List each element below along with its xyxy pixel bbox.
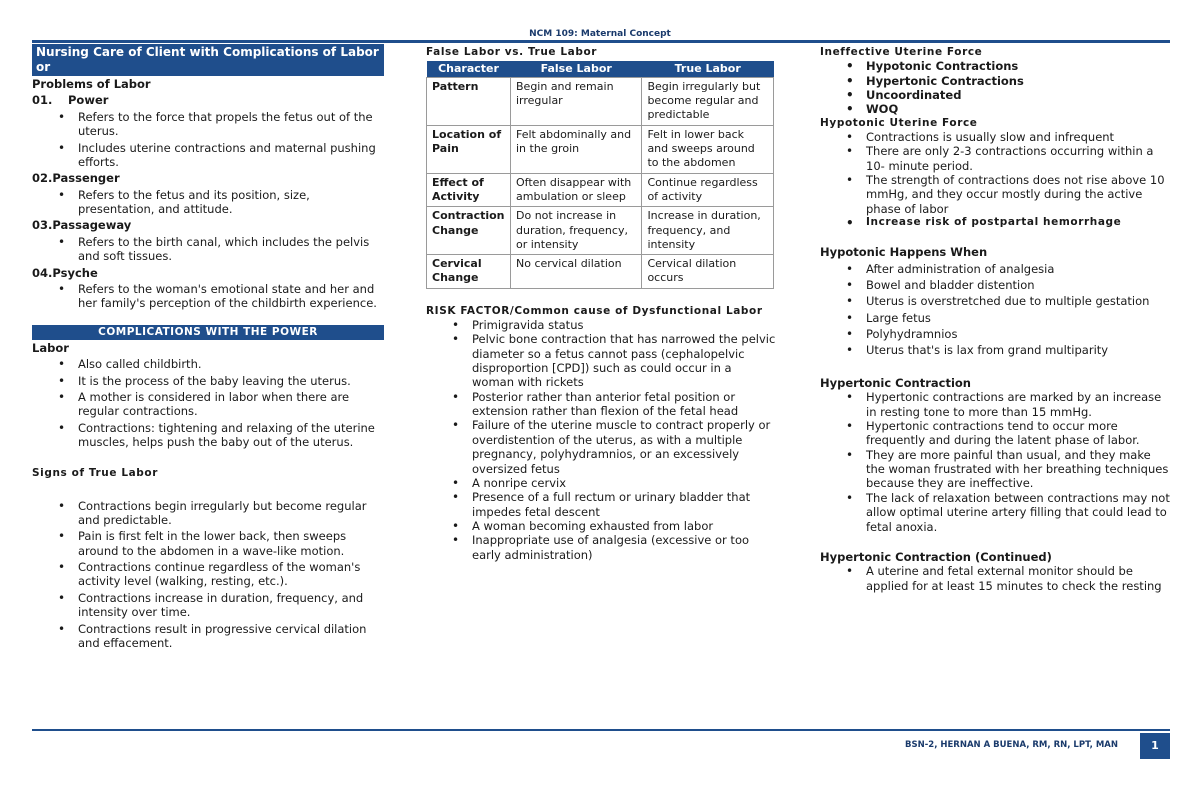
list-item: • Refers to the fetus and its position, size, presentation, and attitude.: [32, 188, 384, 217]
factor-heading: 04.Psyche: [32, 265, 98, 280]
comparison-table: [426, 61, 774, 289]
list-item: • Contractions: tightening and relaxing of the uterine muscles, helps push the baby out of the uterus.: [32, 421, 384, 450]
list-item: • Inappropriate use of analgesia (excessive or too early administration): [426, 533, 776, 562]
section-band-title: Nursing Care of Client with Complications of Labor or: [32, 44, 384, 76]
happens-list: [820, 262, 1170, 358]
list-item: • Large fetus: [820, 311, 1170, 325]
list-item: • A mother is considered in labor when there are regular contractions.: [32, 390, 384, 419]
list-item: • Refers to the birth canal, which includes the pelvis and soft tissues.: [32, 235, 384, 264]
table-cell: Often disappear with ambulation or sleep: [511, 173, 642, 207]
list-item: • They are more painful than usual, and they make the woman frustrated with her breathing techniques because they are ineffective.: [820, 448, 1170, 491]
list-item: • WOQ: [820, 102, 1170, 116]
table-cell: No cervical dilation: [511, 255, 642, 289]
column-header: False Labor: [511, 61, 642, 77]
list-item: • A uterine and fetal external monitor should be applied for at least 15 minutes to check the resting: [820, 564, 1170, 593]
hypotonic-list: [820, 130, 1170, 229]
page-header-title: NCM 109: Maternal Concept: [529, 29, 671, 39]
list-item: • Primigravida status: [426, 318, 776, 332]
table-row: [427, 77, 774, 125]
list-item: • It is the process of the baby leaving the uterus.: [32, 374, 384, 388]
signs-list: [32, 499, 384, 651]
signs-heading: Signs of True Labor: [32, 467, 159, 480]
list-item: • Pelvic bone contraction that has narrowed the pelvic diameter so a fetus cannot pass (cephalopelvic disproportion [CPD]) such as could occur in a woman with rickets: [426, 332, 776, 390]
list-item: • Includes uterine contractions and maternal pushing efforts.: [32, 141, 384, 170]
continued-list: [820, 564, 1170, 593]
factor-list: [32, 188, 384, 217]
factor-list: [32, 110, 384, 170]
list-item: • Uterus is overstretched due to multiple gestation: [820, 294, 1170, 308]
column-header: Character: [427, 61, 511, 77]
list-item: • Contractions result in progressive cervical dilation and effacement.: [32, 622, 384, 651]
table-header-row: [427, 61, 774, 77]
list-item: • There are only 2-3 contractions occurring within a 10- minute period.: [820, 144, 1170, 173]
list-item: • Refers to the woman's emotional state and her and her family's perception of the childbirth experience.: [32, 282, 384, 311]
list-item: • Also called childbirth.: [32, 357, 384, 371]
list-item: • Pain is first felt in the lower back, then sweeps around to the abdomen in a wave-like motion.: [32, 529, 384, 558]
table-cell: Increase in duration, frequency, and intensity: [642, 207, 774, 255]
table-row: [427, 173, 774, 207]
table-cell: Felt in lower back and sweeps around to the abdomen: [642, 125, 774, 173]
list-item: • Presence of a full rectum or urinary bladder that impedes fetal descent: [426, 490, 776, 519]
table-cell: Cervical dilation occurs: [642, 255, 774, 289]
list-item: • After administration of analgesia: [820, 262, 1170, 276]
table-row: [427, 255, 774, 289]
table-cell: Begin irregularly but become regular and predictable: [642, 77, 774, 125]
table-cell: Felt abdominally and in the groin: [511, 125, 642, 173]
risk-list: [426, 318, 776, 562]
list-item: • Hypotonic Contractions: [820, 59, 1170, 73]
factor-list: [32, 282, 384, 311]
list-item: • Polyhydramnios: [820, 327, 1170, 341]
column-left: [32, 44, 384, 652]
table-cell: Begin and remain irregular: [511, 77, 642, 125]
list-item: • A nonripe cervix: [426, 476, 776, 490]
list-item: • Increase risk of postpartal hemorrhage: [820, 216, 1170, 229]
table-row: [427, 125, 774, 173]
list-item: • The strength of contractions does not rise above 10 mmHg, and they occur mostly during the active phase of labor: [820, 173, 1170, 216]
list-item: • Posterior rather than anterior fetal position or extension rather than flexion of the fetal head: [426, 390, 776, 419]
list-item: • Uncoordinated: [820, 88, 1170, 102]
hypertonic-list: [820, 390, 1170, 534]
section-subtitle: Problems of Labor: [32, 77, 151, 91]
column-header: True Labor: [642, 61, 774, 77]
table-cell: Location of Pain: [427, 125, 511, 173]
list-item: • Refers to the force that propels the fetus out of the uterus.: [32, 110, 384, 139]
table-cell: Contraction Change: [427, 207, 511, 255]
page-number: 1: [1140, 733, 1170, 759]
footer-rule: [32, 729, 1170, 731]
list-item: • The lack of relaxation between contractions may not allow optimal uterine artery filling that could lead to fetal anoxia.: [820, 491, 1170, 534]
list-item: • Hypertonic Contractions: [820, 74, 1170, 88]
hypertonic-heading: Hypertonic Contraction: [820, 375, 971, 390]
list-item: • Contractions is usually slow and infrequent: [820, 130, 1170, 144]
hypotonic-heading: Hypotonic Uterine Force: [820, 116, 978, 129]
risk-heading: RISK FACTOR/Common cause of Dysfunctional Labor: [426, 304, 763, 317]
column-right: [820, 46, 1170, 593]
force-heading: Ineffective Uterine Force: [820, 46, 983, 58]
table-title: False Labor vs. True Labor: [426, 46, 598, 58]
factor-heading: 02.Passenger: [32, 171, 120, 186]
table-row: [427, 207, 774, 255]
list-item: • Contractions continue regardless of the woman's activity level (walking, resting, etc.).: [32, 560, 384, 589]
list-item: • Contractions increase in duration, frequency, and intensity over time.: [32, 591, 384, 620]
table-cell: Continue regardless of activity: [642, 173, 774, 207]
list-item: • Contractions begin irregularly but become regular and predictable.: [32, 499, 384, 528]
table-cell: Do not increase in duration, frequency, or intensity: [511, 207, 642, 255]
factor-list: [32, 235, 384, 264]
labor-heading: Labor: [32, 340, 69, 355]
list-item: • Hypertonic contractions tend to occur more frequently and during the latent phase of labor.: [820, 419, 1170, 448]
header-rule: [32, 40, 1170, 43]
happens-heading: Hypotonic Happens When: [820, 245, 988, 260]
force-list: [820, 59, 1170, 117]
continued-heading: Hypertonic Contraction (Continued): [820, 549, 1052, 564]
table-cell: Pattern: [427, 77, 511, 125]
list-item: • Hypertonic contractions are marked by an increase in resting tone to more than 15 mmHg.: [820, 390, 1170, 419]
factor-heading: 01. Power: [32, 93, 109, 108]
table-cell: Cervical Change: [427, 255, 511, 289]
list-item: • A woman becoming exhausted from labor: [426, 519, 776, 533]
section-band-power: COMPLICATIONS WITH THE POWER: [32, 325, 384, 340]
labor-list: [32, 357, 384, 449]
table-cell: Effect of Activity: [427, 173, 511, 207]
footer-author: BSN-2, HERNAN A BUENA, RM, RN, LPT, MAN: [905, 740, 1118, 750]
list-item: • Uterus that's is lax from grand multiparity: [820, 343, 1170, 357]
list-item: • Bowel and bladder distention: [820, 278, 1170, 292]
column-middle: [426, 46, 776, 562]
factor-heading: 03.Passageway: [32, 218, 132, 233]
list-item: • Failure of the uterine muscle to contract properly or overdistention of the uterus, as with a multiple pregnancy, polyhydramnios, or an excessively oversized fetus: [426, 418, 776, 476]
